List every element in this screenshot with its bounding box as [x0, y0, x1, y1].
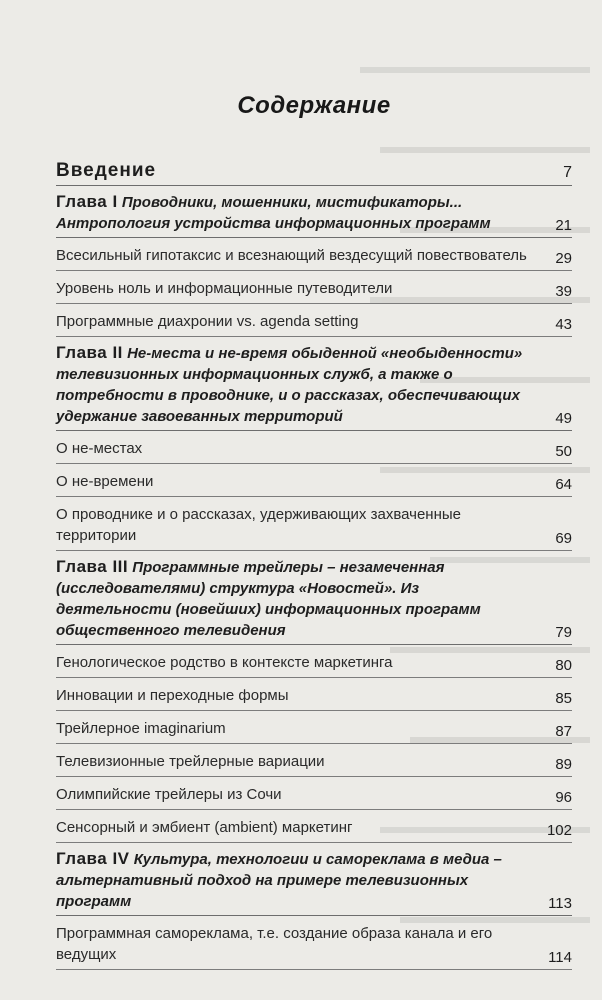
chapter-label: Глава III	[56, 557, 129, 576]
page-number: 50	[555, 443, 572, 460]
page-number: 96	[555, 789, 572, 806]
toc-entry-section[interactable]	[56, 810, 572, 843]
page-number: 79	[555, 624, 572, 641]
toc-entry-section[interactable]	[56, 777, 572, 810]
page-number: 85	[555, 690, 572, 707]
entry-text: Уровень ноль и информационные путеводители	[56, 280, 393, 297]
entry-text: О не-местах	[56, 440, 143, 457]
entry-text: Программная самореклама, т.е. создание образа канала и его ведущих	[56, 925, 493, 963]
toc-entry-section[interactable]	[56, 497, 572, 551]
chapter-title: Не-места и не-время обыденной «необыденности» телевизионных информационных служб, а также о потребности в проводнике, и о рассказах, обеспечивающих удержание завоеванных территорий	[56, 345, 523, 425]
entry-text: Сенсорный и эмбиент (ambient) маркетинг	[56, 819, 353, 836]
page-number: 87	[555, 723, 572, 740]
page-number: 49	[555, 410, 572, 427]
page-number: 114	[548, 949, 572, 966]
page-number: 113	[548, 895, 572, 912]
toc-entry-section[interactable]	[56, 744, 572, 777]
toc-entry-chapter-2[interactable]	[56, 337, 572, 431]
page-number: 69	[555, 530, 572, 547]
page-number: 39	[555, 283, 572, 300]
page-number: 102	[546, 822, 572, 839]
chapter-title: Проводники, мошенники, мистификаторы... Антропология устройства информационных программ	[56, 194, 491, 232]
chapter-title: Программные трейлеры – незамеченная (исследователями) структура «Новостей». Из деятельности (новейших) информационных программ общественного телевидения	[56, 559, 481, 639]
page-number: 64	[555, 476, 572, 493]
toc-entry-chapter-4[interactable]	[56, 843, 572, 916]
entry-text: Генологическое родство в контексте маркетинга	[56, 654, 393, 671]
toc-entry-section[interactable]	[56, 271, 572, 304]
page-number: 89	[555, 756, 572, 773]
entry-text: Телевизионные трейлерные вариации	[56, 753, 325, 770]
entry-text: О проводнике и о рассказах, удерживающих захваченные территории	[56, 506, 461, 544]
toc-entry-introduction[interactable]	[56, 156, 572, 186]
toc-entry-section[interactable]	[56, 916, 572, 970]
chapter-label: Глава IV	[56, 849, 130, 868]
chapter-label: Глава II	[56, 343, 123, 362]
entry-text: О не-времени	[56, 473, 154, 490]
page-number: 21	[555, 217, 572, 234]
page-number: 29	[555, 250, 572, 267]
toc-title: Содержание	[237, 92, 391, 119]
toc-entry-section[interactable]	[56, 304, 572, 337]
entry-text: Олимпийские трейлеры из Сочи	[56, 786, 282, 803]
toc-entry-section[interactable]	[56, 238, 572, 271]
toc-entry-section[interactable]	[56, 711, 572, 744]
entry-text: Введение	[56, 160, 157, 181]
entry-text: Всесильный гипотаксис и всезнающий вездесущий повествователь	[56, 247, 527, 264]
table-of-contents	[56, 92, 572, 970]
toc-entry-chapter-1[interactable]	[56, 186, 572, 238]
entry-text: Программные диахронии vs. agenda setting	[56, 313, 359, 330]
page-number: 80	[555, 657, 572, 674]
chapter-title: Культура, технологии и самореклама в медиа – альтернативный подход на примере телевизионных программ	[56, 851, 502, 910]
toc-entry-section[interactable]	[56, 678, 572, 711]
chapter-label: Глава I	[56, 192, 118, 211]
entry-text: Трейлерное imaginarium	[56, 720, 226, 737]
toc-entry-section[interactable]	[56, 431, 572, 464]
page-number: 43	[555, 316, 572, 333]
page-number: 7	[563, 164, 572, 181]
entry-text: Инновации и переходные формы	[56, 687, 289, 704]
toc-entry-chapter-3[interactable]	[56, 551, 572, 645]
toc-entry-section[interactable]	[56, 464, 572, 497]
toc-entry-section[interactable]	[56, 645, 572, 678]
